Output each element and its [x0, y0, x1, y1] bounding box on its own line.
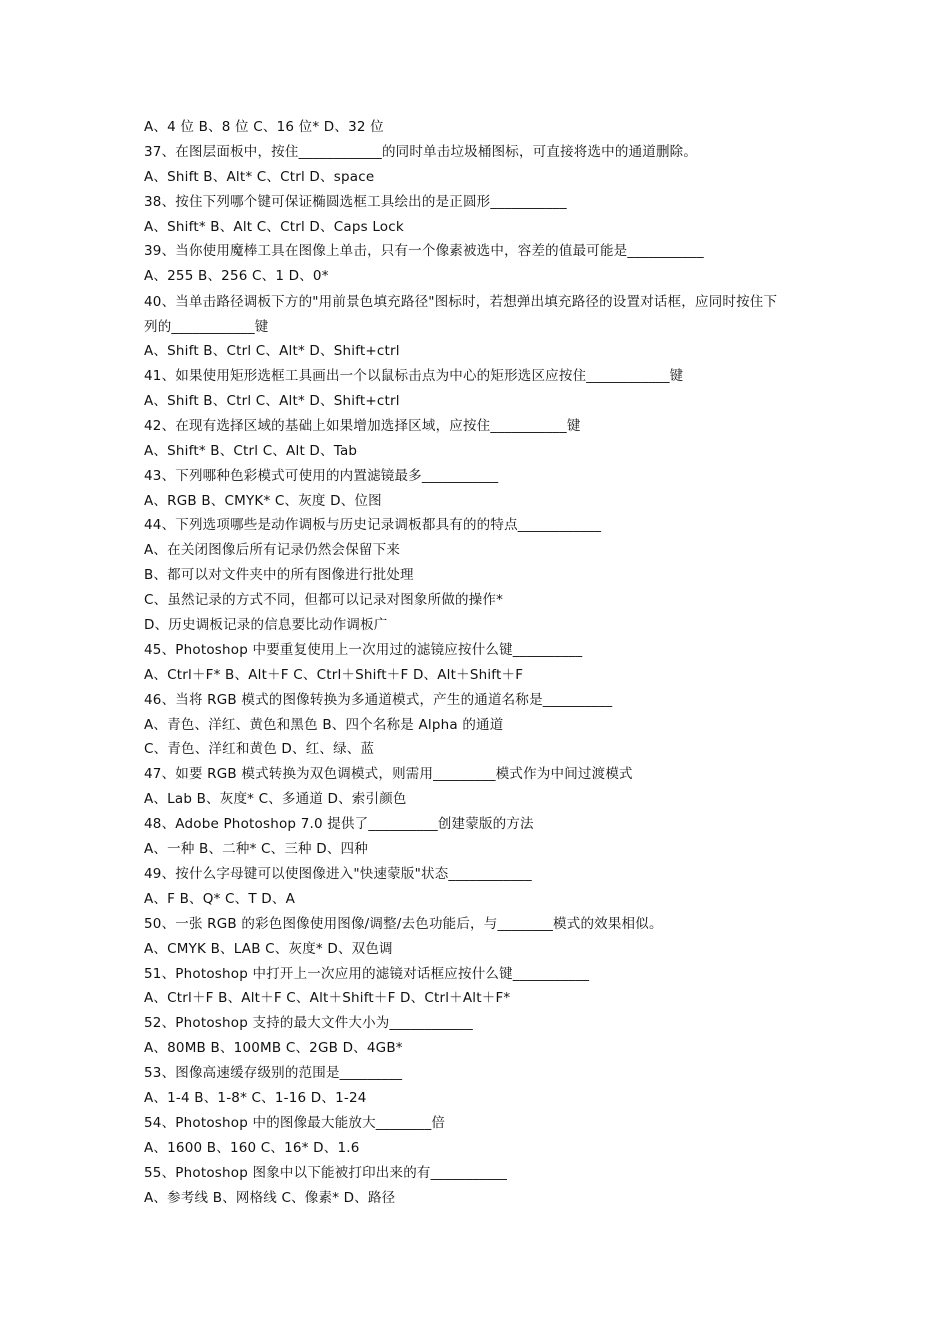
- text-line: 43、下列哪种色彩模式可使用的内置滤镜最多___________: [144, 467, 499, 484]
- question-text-block: [144, 115, 824, 1210]
- text-line: 49、按什么字母键可以使图像进入"快速蒙版"状态____________: [144, 865, 532, 882]
- text-line: A、255 B、256 C、1 D、0*: [144, 268, 329, 285]
- text-line: 50、一张 RGB 的彩色图像使用图像/调整/去色功能后，与________模式的效果相似。: [144, 915, 663, 932]
- text-line: 47、如要 RGB 模式转换为双色调模式，则需用_________模式作为中间过渡模式: [144, 766, 633, 783]
- text-line: 44、下列选项哪些是动作调板与历史记录调板都具有的的特点____________: [144, 517, 602, 534]
- text-line: 列的____________键: [144, 319, 269, 336]
- text-line: A、RGB B、CMYK* C、灰度 D、位图: [144, 492, 382, 509]
- text-line: C、青色、洋红和黄色 D、红、绿、蓝: [144, 741, 375, 758]
- text-line: A、Shift* B、Ctrl C、Alt D、Tab: [144, 442, 358, 459]
- text-line: B、都可以对文件夹中的所有图像进行批处理: [144, 567, 414, 584]
- text-line: D、历史调板记录的信息要比动作调板广: [144, 617, 388, 634]
- text-line: 54、Photoshop 中的图像最大能放大________倍: [144, 1114, 446, 1131]
- text-line: A、在关闭图像后所有记录仍然会保留下来: [144, 542, 401, 559]
- text-line: 48、Adobe Photoshop 7.0 提供了__________创建蒙版的方法: [144, 816, 534, 833]
- text-line: 52、Photoshop 支持的最大文件大小为____________: [144, 1015, 473, 1032]
- text-line: A、4 位 B、8 位 C、16 位* D、32 位: [144, 119, 384, 135]
- text-line: 41、如果使用矩形选框工具画出一个以鼠标击点为中心的矩形选区应按住____________键: [144, 368, 684, 385]
- text-line: A、CMYK B、LAB C、灰度* D、双色调: [144, 940, 393, 957]
- text-line: A、一种 B、二种* C、三种 D、四种: [144, 841, 368, 858]
- text-line: 53、图像高速缓存级别的范围是_________: [144, 1065, 403, 1082]
- text-line: 38、按住下列哪个键可保证椭圆选框工具绘出的是正圆形___________: [144, 193, 567, 210]
- text-line: A、1-4 B、1-8* C、1-16 D、1-24: [144, 1089, 367, 1106]
- text-line: A、80MB B、100MB C、2GB D、4GB*: [144, 1040, 403, 1057]
- text-line: 42、在现有选择区域的基础上如果增加选择区域，应按住___________键: [144, 417, 581, 434]
- text-line: 45、Photoshop 中要重复使用上一次用过的滤镜应按什么键__________: [144, 641, 583, 658]
- text-line: A、F B、Q* C、T D、A: [144, 890, 296, 907]
- text-line: 46、当将 RGB 模式的图像转换为多通道模式，产生的通道名称是__________: [144, 691, 613, 708]
- text-line: 40、当单击路径调板下方的"用前景色填充路径"图标时，若想弹出填充路径的设置对话框，应同时按住下: [144, 294, 778, 311]
- text-line: A、Lab B、灰度* C、多通道 D、索引颜色: [144, 791, 407, 808]
- text-line: 51、Photoshop 中打开上一次应用的滤镜对话框应按什么键___________: [144, 965, 590, 982]
- text-line: A、参考线 B、网格线 C、像素* D、路径: [144, 1189, 396, 1206]
- text-line: A、Shift* B、Alt C、Ctrl D、Caps Lock: [144, 218, 404, 235]
- text-line: 55、Photoshop 图象中以下能被打印出来的有___________: [144, 1164, 508, 1181]
- text-line: A、Shift B、Ctrl C、Alt* D、Shift+ctrl: [144, 393, 400, 410]
- text-line: 39、当你使用魔棒工具在图像上单击，只有一个像素被选中，容差的值最可能是___________: [144, 243, 704, 260]
- text-line: A、Shift B、Alt* C、Ctrl D、space: [144, 168, 375, 185]
- text-line: 37、在图层面板中，按住____________的同时单击垃圾桶图标，可直接将选中的通道删除。: [144, 143, 698, 160]
- text-line: C、虽然记录的方式不同，但都可以记录对图象所做的操作*: [144, 592, 504, 609]
- text-line: A、青色、洋红、黄色和黑色 B、四个名称是 Alpha 的通道: [144, 716, 504, 733]
- text-line: A、Ctrl＋F* B、Alt＋F C、Ctrl＋Shift＋F D、Alt＋Shift＋F: [144, 666, 524, 683]
- text-line: A、Shift B、Ctrl C、Alt* D、Shift+ctrl: [144, 343, 400, 360]
- text-line: A、Ctrl＋F B、Alt＋F C、Alt＋Shift＋F D、Ctrl＋Alt＋F*: [144, 990, 511, 1007]
- text-line: A、1600 B、160 C、16* D、1.6: [144, 1139, 360, 1156]
